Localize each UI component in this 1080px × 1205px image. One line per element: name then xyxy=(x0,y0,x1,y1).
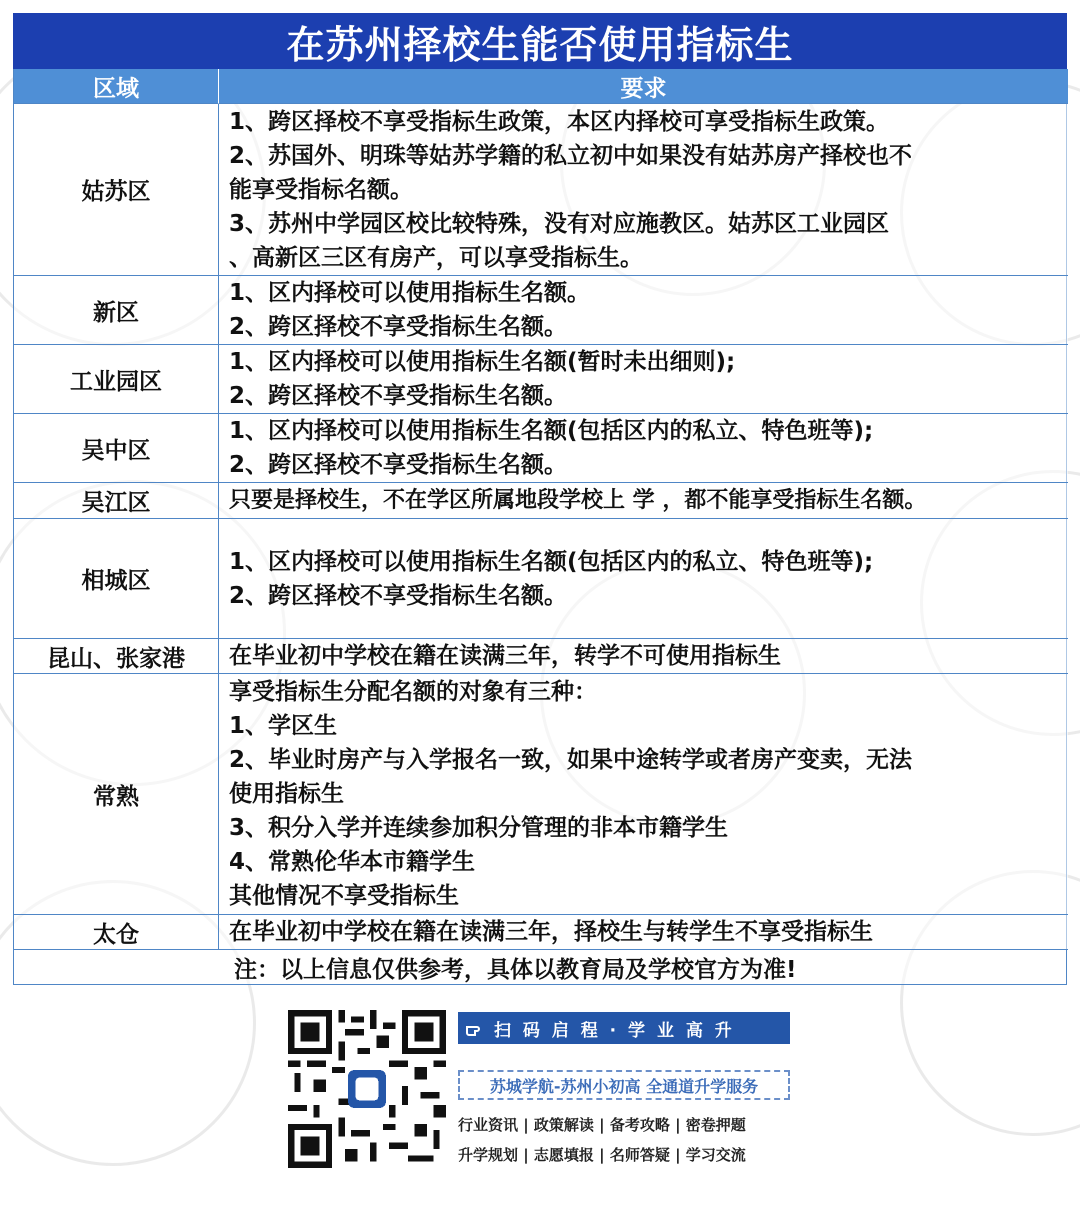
requirement-cell xyxy=(219,276,1068,345)
policy-table xyxy=(13,13,1067,985)
region-cell: 太仓 xyxy=(14,915,219,950)
requirement-line: 享受指标生分配名额的对象有三种： xyxy=(229,679,597,705)
service-tags-line-2: 升学规划 | 志愿填报 | 名师答疑 | 学习交流 xyxy=(458,1146,746,1164)
requirement-line: 1、区内择校可以使用指标生名额(包括区内的私立、特色班等); xyxy=(229,418,874,444)
qr-code[interactable] xyxy=(288,1010,446,1168)
page-title: 在苏州择校生能否使用指标生 xyxy=(13,13,1067,69)
requirement-line: 4、常熟伦华本市籍学生 xyxy=(229,849,476,875)
requirement-cell xyxy=(219,414,1068,483)
requirement-line: 只要是择校生，不在学区所属地段学校上 学 ，都不能享受指标生名额。 xyxy=(229,487,927,513)
table-grid xyxy=(13,69,1067,950)
requirement-line: 3、苏州中学园区校比较特殊，没有对应施教区。姑苏区工业园区 xyxy=(229,210,890,237)
requirement-line: 2、跨区择校不享受指标生名额。 xyxy=(229,314,568,340)
requirement-line: 使用指标生 xyxy=(229,781,344,807)
requirement-line: 能享受指标名额。 xyxy=(229,176,413,203)
region-cell: 吴中区 xyxy=(14,414,219,483)
requirement-line: 1、跨区择校不享受指标生政策，本区内择校可享受指标生政策。 xyxy=(229,108,890,135)
requirement-line: 、高新区三区有房产，可以享受指标生。 xyxy=(229,244,643,271)
service-banner: 苏城学航-苏州小初高 全通道升学服务 xyxy=(458,1070,790,1100)
requirement-line: 1、区内择校可以使用指标生名额。 xyxy=(229,280,591,306)
region-cell: 新区 xyxy=(14,276,219,345)
requirement-line: 在毕业初中学校在籍在读满三年，转学不可使用指标生 xyxy=(229,643,781,669)
requirement-line: 1、区内择校可以使用指标生名额(包括区内的私立、特色班等); xyxy=(229,548,874,575)
region-cell: 常熟 xyxy=(14,674,219,915)
region-cell: 相城区 xyxy=(14,519,219,639)
region-cell: 昆山、张家港 xyxy=(14,639,219,674)
requirement-line: 1、学区生 xyxy=(229,713,338,739)
promo-footer xyxy=(288,1010,794,1170)
requirement-cell xyxy=(219,519,1068,639)
requirement-line: 2、苏国外、明珠等姑苏学籍的私立初中如果没有姑苏房产择校也不 xyxy=(229,142,913,169)
region-cell: 吴江区 xyxy=(14,483,219,519)
header-requirement: 要求 xyxy=(219,69,1068,104)
requirement-line: 2、跨区择校不享受指标生名额。 xyxy=(229,452,568,478)
requirement-cell xyxy=(219,345,1068,414)
region-cell: 姑苏区 xyxy=(14,104,219,276)
requirement-line: 在毕业初中学校在籍在读满三年，择校生与转学生不享受指标生 xyxy=(229,919,873,945)
region-cell: 工业园区 xyxy=(14,345,219,414)
header-region: 区域 xyxy=(14,69,219,104)
service-tags-line-1: 行业资讯 | 政策解读 | 备考攻略 | 密卷押题 xyxy=(458,1116,746,1134)
slogan-text: 扫 码 启 程 · 学 业 高 升 xyxy=(494,1020,735,1041)
requirement-cell xyxy=(219,674,1068,915)
slogan-banner xyxy=(458,1012,790,1044)
requirement-cell xyxy=(219,915,1068,950)
requirement-line: 2、跨区择校不享受指标生名额。 xyxy=(229,383,568,409)
requirement-line: 其他情况不享受指标生 xyxy=(229,883,459,909)
requirement-line: 2、毕业时房产与入学报名一致，如果中途转学或者房产变卖，无法 xyxy=(229,747,913,773)
requirement-line: 3、积分入学并连续参加积分管理的非本市籍学生 xyxy=(229,815,729,841)
pointing-hand-icon xyxy=(466,1019,486,1037)
requirement-cell xyxy=(219,104,1068,276)
requirement-line: 2、跨区择校不享受指标生名额。 xyxy=(229,582,568,609)
requirement-cell xyxy=(219,483,1068,519)
requirement-line: 1、区内择校可以使用指标生名额(暂时未出细则); xyxy=(229,349,736,375)
requirement-cell xyxy=(219,639,1068,674)
disclaimer-note: 注：以上信息仅供参考，具体以教育局及学校官方为准! xyxy=(13,950,1067,985)
